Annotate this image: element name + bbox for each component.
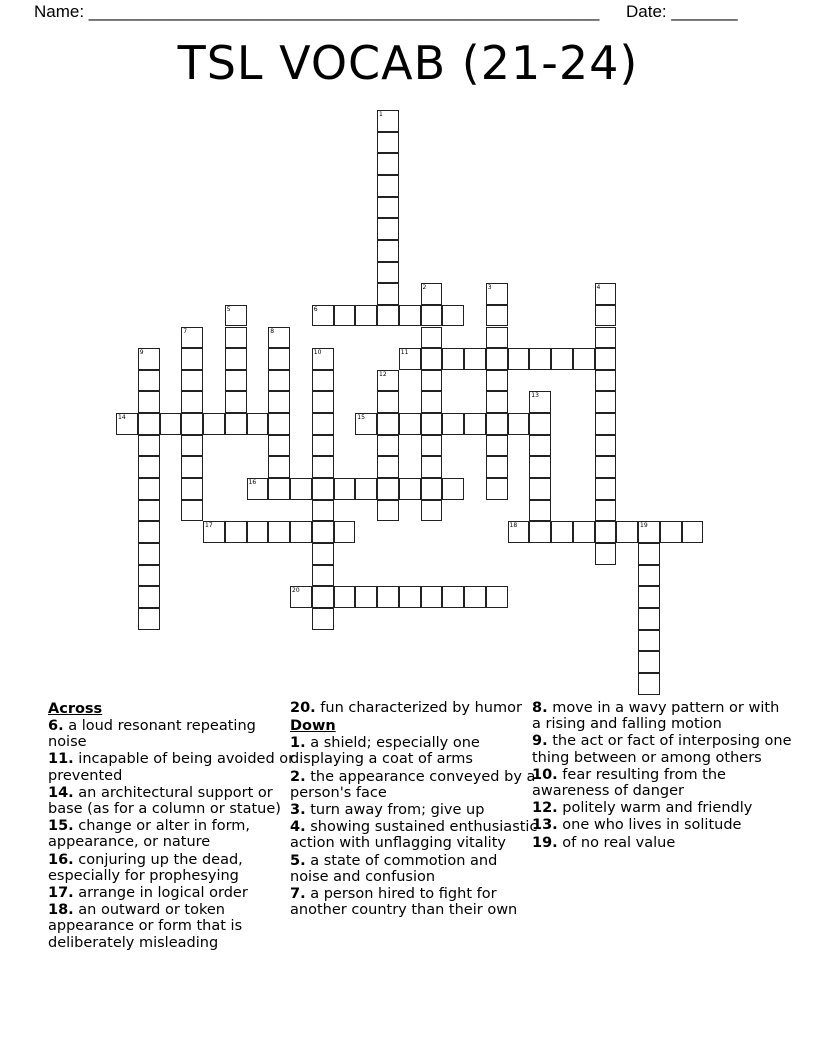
clue-text: conjuring up the dead, especially for prophesying	[48, 851, 243, 884]
clue-number: 6.	[48, 718, 64, 734]
grid-cell[interactable]	[334, 478, 356, 500]
grid-cell[interactable]	[595, 413, 617, 435]
grid-cell[interactable]	[312, 565, 334, 587]
grid-cell[interactable]	[421, 305, 443, 327]
grid-cell[interactable]	[247, 478, 269, 500]
grid-cell[interactable]	[486, 370, 508, 392]
grid-cell[interactable]	[638, 586, 660, 608]
grid-cell[interactable]	[377, 283, 399, 305]
grid-cell[interactable]	[595, 283, 617, 305]
clue-text: an outward or token appearance or form that is deliberately misleading	[48, 902, 243, 951]
grid-cell[interactable]	[421, 413, 443, 435]
grid-cell[interactable]	[399, 348, 421, 370]
grid-cell[interactable]	[225, 413, 247, 435]
grid-cell[interactable]	[377, 262, 399, 284]
grid-cell[interactable]	[464, 348, 486, 370]
grid-cell[interactable]	[312, 586, 334, 608]
grid-cell[interactable]	[421, 478, 443, 500]
cell-number: 16	[248, 479, 257, 487]
grid-cell[interactable]	[421, 348, 443, 370]
grid-cell[interactable]	[486, 283, 508, 305]
clue-item	[532, 733, 792, 765]
clue-number: 11.	[48, 751, 74, 768]
cell-number: 11	[400, 349, 409, 357]
cell-number: 10	[313, 349, 322, 357]
grid-cell[interactable]	[268, 370, 290, 392]
grid-cell[interactable]	[399, 586, 421, 608]
clue-item	[290, 769, 540, 801]
grid-cell[interactable]	[138, 370, 160, 392]
grid-cell[interactable]	[595, 391, 617, 413]
grid-cell[interactable]	[529, 435, 551, 457]
cell-number: 14	[118, 414, 126, 422]
grid-cell[interactable]	[595, 327, 617, 349]
grid-cell[interactable]	[377, 413, 399, 435]
grid-cell[interactable]	[116, 413, 138, 435]
clue-item	[532, 835, 792, 851]
cell-number: 18	[509, 522, 518, 530]
clue-item	[532, 817, 792, 833]
grid-cell[interactable]	[355, 413, 377, 435]
grid-cell[interactable]	[138, 521, 160, 543]
grid-cell[interactable]	[638, 608, 660, 630]
clue-number: 3.	[290, 802, 306, 819]
grid-cell[interactable]	[377, 110, 399, 132]
clue-item	[48, 818, 298, 850]
clue-item	[290, 735, 540, 767]
grid-cell[interactable]	[529, 500, 551, 522]
clue-item	[532, 767, 792, 799]
grid-cell[interactable]	[421, 370, 443, 392]
grid-cell[interactable]	[616, 521, 638, 543]
cell-number: 1	[379, 111, 383, 118]
grid-cell[interactable]	[486, 413, 508, 435]
grid-cell[interactable]	[529, 478, 551, 500]
clue-text: a person hired to fight for another country than their own	[290, 886, 518, 919]
grid-cell[interactable]	[268, 391, 290, 413]
grid-cell[interactable]	[377, 175, 399, 197]
grid-cell[interactable]	[203, 521, 225, 543]
clue-number: 17.	[48, 885, 74, 902]
cell-number: 13	[531, 392, 539, 400]
grid-cell[interactable]	[377, 153, 399, 175]
clue-item	[290, 853, 540, 885]
clue-text: of no real value	[562, 834, 676, 851]
name-field[interactable]: Name: ______________________________________________________	[34, 2, 600, 21]
clue-number: 14.	[48, 784, 74, 801]
grid-cell[interactable]	[529, 521, 551, 543]
grid-cell[interactable]	[334, 586, 356, 608]
grid-cell[interactable]	[529, 413, 551, 435]
cell-number: 17	[205, 522, 213, 530]
grid-cell[interactable]	[486, 435, 508, 457]
clue-item	[48, 785, 298, 817]
clue-number: 13.	[532, 817, 558, 834]
grid-cell[interactable]	[355, 305, 377, 327]
grid-cell[interactable]	[529, 456, 551, 478]
clue-number: 10.	[532, 766, 558, 783]
clue-number: 15.	[48, 818, 74, 835]
grid-cell[interactable]	[377, 391, 399, 413]
clue-item	[48, 885, 298, 901]
across-heading: Across	[48, 701, 103, 717]
grid-cell[interactable]	[312, 500, 334, 522]
clue-number: 2.	[290, 768, 306, 785]
grid-cell[interactable]	[334, 521, 356, 543]
grid-cell[interactable]	[138, 348, 160, 370]
grid-cell[interactable]	[181, 500, 203, 522]
grid-cell[interactable]	[421, 456, 443, 478]
grid-cell[interactable]	[377, 197, 399, 219]
grid-cell[interactable]	[225, 521, 247, 543]
grid-cell[interactable]	[334, 305, 356, 327]
grid-cell[interactable]	[312, 348, 334, 370]
grid-cell[interactable]	[203, 413, 225, 435]
grid-cell[interactable]	[312, 478, 334, 500]
grid-cell[interactable]	[421, 435, 443, 457]
grid-cell[interactable]	[595, 305, 617, 327]
clue-text: the appearance conveyed by a person's face	[290, 768, 536, 801]
grid-cell[interactable]	[181, 413, 203, 435]
clue-item	[290, 802, 540, 818]
grid-cell[interactable]	[486, 586, 508, 608]
clue-text: an architectural support or base (as for a column or statue)	[48, 784, 281, 818]
cell-number: 3	[487, 284, 492, 292]
cell-number: 4	[596, 284, 601, 292]
clue-item	[48, 718, 298, 750]
grid-cell[interactable]	[181, 435, 203, 457]
grid-cell[interactable]	[377, 218, 399, 240]
grid-cell[interactable]	[377, 435, 399, 457]
grid-cell[interactable]	[312, 608, 334, 630]
clue-text: the act or fact of interposing one thing between or among others	[532, 733, 792, 766]
grid-cell[interactable]	[312, 305, 334, 327]
grid-cell[interactable]	[290, 521, 312, 543]
grid-cell[interactable]	[660, 521, 682, 543]
grid-cell[interactable]	[268, 456, 290, 478]
grid-cell[interactable]	[181, 348, 203, 370]
grid-cell[interactable]	[486, 391, 508, 413]
grid-cell[interactable]	[421, 283, 443, 305]
grid-cell[interactable]	[225, 327, 247, 349]
cell-number: 8	[270, 327, 275, 335]
cell-number: 9	[139, 349, 144, 357]
cell-number: 15	[357, 414, 365, 422]
grid-cell[interactable]	[421, 391, 443, 413]
clue-number: 16.	[48, 851, 74, 868]
grid-cell[interactable]	[464, 413, 486, 435]
cell-number: 7	[183, 327, 188, 335]
grid-cell[interactable]	[377, 240, 399, 262]
grid-cell[interactable]	[138, 435, 160, 457]
grid-cell[interactable]	[486, 327, 508, 349]
clues-column-3	[532, 700, 792, 852]
grid-cell[interactable]	[138, 586, 160, 608]
clue-number: 19.	[532, 834, 558, 851]
clues-column-2	[290, 700, 540, 919]
grid-cell[interactable]	[138, 543, 160, 565]
grid-cell[interactable]	[377, 132, 399, 154]
clue-number: 8.	[532, 700, 548, 716]
grid-cell[interactable]	[312, 413, 334, 435]
grid-cell[interactable]	[312, 435, 334, 457]
grid-cell[interactable]	[442, 413, 464, 435]
clue-text: move in a wavy pattern or with a rising and falling motion	[532, 700, 780, 733]
grid-cell[interactable]	[268, 348, 290, 370]
cell-number: 5	[226, 305, 231, 313]
clue-item	[290, 886, 540, 918]
grid-cell[interactable]	[399, 478, 421, 500]
grid-cell[interactable]	[399, 305, 421, 327]
clue-text: fear resulting from the awareness of danger	[532, 766, 726, 800]
clue-item	[532, 800, 792, 816]
grid-cell[interactable]	[160, 413, 182, 435]
grid-cell[interactable]	[442, 348, 464, 370]
grid-cell[interactable]	[529, 348, 551, 370]
cell-number: 20	[292, 587, 300, 595]
clue-text: a shield; especially one displaying a coat of arms	[290, 735, 480, 768]
clue-item	[532, 700, 792, 732]
clue-number: 5.	[290, 852, 306, 869]
clue-text: incapable of being avoided or prevented	[48, 751, 295, 784]
clue-text: fun characterized by humor	[320, 700, 522, 716]
grid-cell[interactable]	[638, 673, 660, 695]
grid-cell[interactable]	[377, 456, 399, 478]
grid-cell[interactable]	[508, 413, 530, 435]
clue-text: a state of commotion and noise and confusion	[290, 852, 498, 885]
grid-cell[interactable]	[312, 391, 334, 413]
clue-text: showing sustained enthusiastic action with unflagging vitality	[290, 819, 538, 852]
grid-cell[interactable]	[377, 370, 399, 392]
cell-number: 6	[313, 305, 318, 313]
grid-cell[interactable]	[421, 500, 443, 522]
grid-cell[interactable]	[442, 305, 464, 327]
clue-text: a loud resonant repeating noise	[48, 718, 256, 751]
grid-cell[interactable]	[595, 543, 617, 565]
grid-cell[interactable]	[377, 586, 399, 608]
grid-cell[interactable]	[138, 413, 160, 435]
grid-cell[interactable]	[377, 305, 399, 327]
grid-cell[interactable]	[268, 478, 290, 500]
grid-cell[interactable]	[486, 478, 508, 500]
grid-cell[interactable]	[595, 370, 617, 392]
grid-cell[interactable]	[595, 478, 617, 500]
clue-text: turn away from; give up	[310, 802, 485, 819]
grid-cell[interactable]	[638, 630, 660, 652]
grid-cell[interactable]	[138, 500, 160, 522]
grid-cell[interactable]	[181, 478, 203, 500]
grid-cell[interactable]	[138, 478, 160, 500]
grid-cell[interactable]	[268, 435, 290, 457]
grid-cell[interactable]	[225, 370, 247, 392]
grid-cell[interactable]	[290, 586, 312, 608]
grid-cell[interactable]	[181, 370, 203, 392]
clue-item	[290, 819, 540, 851]
grid-cell[interactable]	[312, 456, 334, 478]
grid-cell[interactable]	[290, 478, 312, 500]
grid-cell[interactable]	[595, 500, 617, 522]
clue-text: change or alter in form, appearance, or nature	[48, 818, 251, 851]
grid-cell[interactable]	[355, 478, 377, 500]
clue-number: 12.	[532, 800, 558, 817]
grid-cell[interactable]	[312, 370, 334, 392]
grid-cell[interactable]	[225, 391, 247, 413]
grid-cell[interactable]	[421, 327, 443, 349]
grid-cell[interactable]	[529, 391, 551, 413]
grid-cell[interactable]	[638, 521, 660, 543]
clue-item	[290, 700, 540, 716]
grid-cell[interactable]	[138, 456, 160, 478]
grid-cell[interactable]	[268, 413, 290, 435]
grid-cell[interactable]	[421, 586, 443, 608]
clue-number: 18.	[48, 902, 74, 919]
clue-number: 1.	[290, 735, 306, 752]
grid-cell[interactable]	[312, 543, 334, 565]
clue-text: arrange in logical order	[78, 885, 248, 902]
clue-number: 4.	[290, 819, 306, 836]
clue-item	[48, 751, 298, 783]
grid-cell[interactable]	[595, 521, 617, 543]
grid-cell[interactable]	[508, 521, 530, 543]
grid-cell[interactable]	[247, 413, 269, 435]
down-heading: Down	[290, 718, 336, 735]
grid-cell[interactable]	[138, 391, 160, 413]
grid-cell[interactable]	[682, 521, 704, 543]
cell-number: 12	[379, 370, 387, 378]
grid-cell[interactable]	[638, 543, 660, 565]
page-title: TSL VOCAB (21-24)	[177, 36, 639, 90]
grid-cell[interactable]	[508, 348, 530, 370]
clue-number: 20.	[290, 700, 316, 716]
grid-cell[interactable]	[138, 565, 160, 587]
grid-cell[interactable]	[486, 305, 508, 327]
clue-text: politely warm and friendly	[562, 800, 753, 817]
date-field[interactable]: Date: _______	[626, 2, 738, 21]
grid-cell[interactable]	[442, 586, 464, 608]
grid-cell[interactable]	[225, 348, 247, 370]
clue-number: 9.	[532, 733, 548, 750]
grid-cell[interactable]	[377, 500, 399, 522]
grid-cell[interactable]	[442, 478, 464, 500]
grid-cell[interactable]	[573, 348, 595, 370]
grid-cell[interactable]	[181, 456, 203, 478]
grid-cell[interactable]	[551, 348, 573, 370]
grid-cell[interactable]	[247, 521, 269, 543]
grid-cell[interactable]	[595, 348, 617, 370]
grid-cell[interactable]	[595, 456, 617, 478]
clue-text: one who lives in solitude	[562, 817, 742, 834]
grid-cell[interactable]	[312, 521, 334, 543]
grid-cell[interactable]	[399, 413, 421, 435]
grid-cell[interactable]	[595, 435, 617, 457]
clues-column-1	[48, 700, 298, 952]
clue-number: 7.	[290, 886, 306, 903]
grid-cell[interactable]	[464, 586, 486, 608]
grid-cell[interactable]	[268, 521, 290, 543]
grid-cell[interactable]	[268, 327, 290, 349]
clue-item	[48, 852, 298, 884]
grid-cell[interactable]	[377, 478, 399, 500]
crossword-grid	[116, 110, 716, 710]
grid-cell[interactable]	[181, 327, 203, 349]
grid-cell[interactable]	[573, 521, 595, 543]
grid-cell[interactable]	[551, 521, 573, 543]
clue-item	[48, 902, 298, 951]
cell-number: 2	[422, 284, 427, 292]
cell-number: 19	[640, 522, 648, 530]
grid-cell[interactable]	[138, 608, 160, 630]
grid-cell[interactable]	[181, 391, 203, 413]
grid-cell[interactable]	[638, 651, 660, 673]
grid-cell[interactable]	[225, 305, 247, 327]
grid-cell[interactable]	[638, 565, 660, 587]
grid-cell[interactable]	[486, 348, 508, 370]
grid-cell[interactable]	[486, 456, 508, 478]
grid-cell[interactable]	[355, 586, 377, 608]
